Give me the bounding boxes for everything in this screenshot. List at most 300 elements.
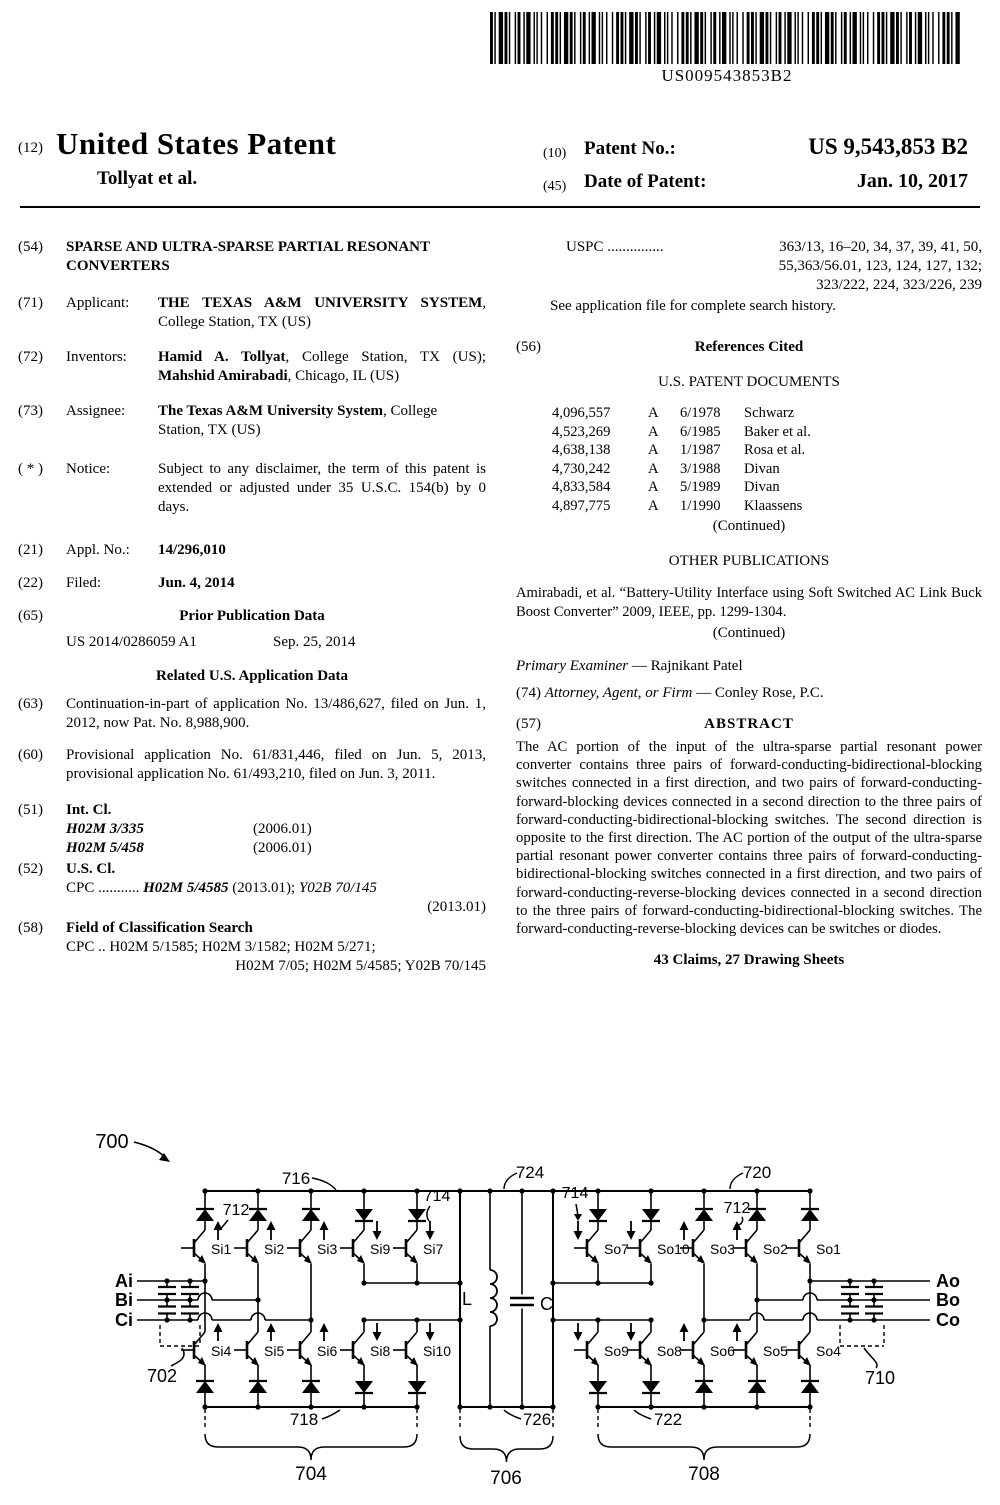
transistor-emitter-arrow — [304, 1357, 312, 1366]
diode-icon — [589, 1381, 607, 1393]
refs-tag: (56) — [516, 339, 541, 355]
direction-arrow — [574, 1231, 583, 1240]
related-63-text: Continuation-in-part of application No. 13/486,627, filed on Jun. 1, 2012, now Pat. No. 8,988,900. — [66, 696, 486, 731]
barcode-bar — [795, 12, 796, 64]
references-heading-row — [516, 338, 982, 357]
transistor-emitter-arrow — [251, 1255, 259, 1264]
cite-date: 6/1985 — [680, 423, 721, 440]
abstract-heading: ABSTRACT — [704, 716, 794, 732]
intcl-section — [18, 801, 486, 858]
barcode-bar — [850, 12, 851, 64]
claims-line: 43 Claims, 27 Drawing Sheets — [653, 952, 845, 969]
transistor-emitter-arrow — [357, 1357, 365, 1366]
assignee-tag: (73) — [18, 403, 43, 419]
barcode-bar — [925, 12, 926, 64]
uspc-vals: 363/13, 16–20, 34, 37, 39, 41, 50, — [779, 239, 982, 255]
wire — [194, 1230, 205, 1243]
diode-icon — [355, 1381, 373, 1393]
junction-dot — [187, 1317, 192, 1322]
figure-label: 704 — [295, 1464, 327, 1485]
figure-label: 706 — [490, 1468, 522, 1489]
input-terminal: Ci — [115, 1310, 133, 1330]
barcode-bar — [932, 12, 933, 64]
direction-arrow — [680, 1323, 689, 1332]
barcode-bar — [915, 12, 916, 64]
junction-dot — [487, 1188, 492, 1193]
examiner-line — [516, 657, 982, 676]
notice-tag: ( * ) — [18, 461, 43, 477]
barcode-bar — [863, 12, 864, 64]
switch-label: Si7 — [423, 1241, 444, 1257]
barcode-bar — [816, 12, 819, 64]
switch-label: Si3 — [317, 1241, 338, 1257]
wire — [247, 1230, 258, 1243]
barcode-bar — [719, 12, 720, 64]
transistor-emitter-arrow — [697, 1255, 705, 1264]
junction-dot — [187, 1278, 192, 1283]
junction-dot — [187, 1297, 192, 1302]
transistor-emitter-arrow — [644, 1255, 652, 1264]
barcode-bar — [616, 12, 619, 64]
barcode-bar — [831, 12, 834, 64]
wire — [406, 1230, 417, 1243]
assignee-name: The Texas A&M University System — [158, 403, 383, 419]
cite-date: 3/1988 — [680, 460, 721, 477]
diode-icon — [196, 1381, 214, 1393]
diode-icon — [302, 1209, 320, 1221]
table-row — [552, 460, 982, 479]
switch-label: So8 — [657, 1343, 682, 1359]
prior-pub-data-row — [18, 633, 486, 652]
other-pub-text: Amirabadi, et al. “Battery-Utility Interface using Soft Switched AC Link Buck Boost Converter” 2009, IEEE, pp. 1299-1304. — [516, 585, 982, 620]
wire — [300, 1332, 311, 1345]
direction-arrow — [267, 1221, 276, 1230]
abstract-text: The AC portion of the input of the ultra-sparse partial resonant power converter contains three pairs of forward-conducting-bidirectional-blocking switches connected in a first direction, and two pairs of forward-conducting-forward-blocking devices connected in a second direction to the three pairs of forward-conducting-bidirectional-blocking switches. The second direction is opposite to the first direction. The AC portion of the output of the ultra-sparse partial resonant power converter contains three pairs of forward-conducting-bidirectional-blocking switches connected in a first direction, and two pairs of forward-conducting-reverse-blocking devices connected in a second direction to the three pairs of forward-conducting-bidirectional-blocking switches. The forward-conducting-reverse-blocking devices can be switches or diodes. — [516, 739, 982, 938]
junction-dot — [807, 1404, 812, 1409]
barcode-bar — [729, 12, 730, 64]
figure-label: 718 — [289, 1410, 319, 1429]
transistor-emitter-arrow — [750, 1255, 758, 1264]
figure-label: 720 — [742, 1163, 772, 1182]
barcode-bar — [494, 12, 495, 64]
junction-dot — [701, 1404, 706, 1409]
spacer — [18, 633, 66, 652]
continued-note-2: (Continued) — [712, 625, 786, 641]
field-heading: Field of Classification Search — [66, 920, 253, 936]
barcode-bar — [639, 12, 640, 64]
barcode-bar — [589, 12, 590, 64]
junction-dot — [701, 1317, 706, 1322]
switch-label: So4 — [816, 1343, 841, 1359]
cite-name: Schwarz — [744, 405, 795, 421]
cite-name: Rosa et al. — [744, 442, 806, 458]
barcode-bar — [918, 12, 922, 64]
junction-dot — [457, 1404, 462, 1409]
diode-icon — [748, 1381, 766, 1393]
cite-kind: A — [648, 405, 659, 421]
transistor-emitter-arrow — [591, 1357, 599, 1366]
uscl-section — [18, 860, 486, 917]
other-pubs-heading: OTHER PUBLICATIONS — [668, 553, 830, 569]
junction-dot — [164, 1278, 169, 1283]
field-tag: (58) — [18, 920, 43, 936]
wire-path — [739, 1217, 743, 1225]
examiner-label: Primary Examiner — [516, 658, 629, 674]
related-60-tag: (60) — [18, 747, 43, 763]
wire-path — [490, 1270, 497, 1326]
barcode-bar — [681, 12, 684, 64]
transistor-emitter-arrow — [697, 1357, 705, 1366]
intcl-heading: Int. Cl. — [66, 802, 112, 818]
barcode-bar — [742, 12, 743, 64]
figure-label: 700 — [95, 1131, 129, 1153]
figure-label: 724 — [515, 1163, 545, 1182]
us-docs-heading: U.S. PATENT DOCUMENTS — [658, 374, 840, 390]
barcode-bar — [928, 12, 929, 64]
diode-icon — [408, 1381, 426, 1393]
assignee-label: Assignee: — [66, 403, 126, 419]
diode-icon — [642, 1381, 660, 1393]
related-heading: Related U.S. Application Data — [155, 668, 349, 684]
cite-kind: A — [648, 423, 659, 440]
barcode-bar — [938, 12, 939, 64]
figure-label: 712 — [222, 1202, 250, 1219]
barcode-bar — [694, 12, 698, 64]
inventor1-name: Hamid A. Tollyat — [158, 349, 286, 365]
applicant-name: THE TEXAS A&M UNIVERSITY SYSTEM — [158, 295, 483, 311]
barcode-bar — [755, 12, 756, 64]
appl-no-section — [18, 541, 486, 560]
barcode-bar — [737, 12, 738, 64]
transistor-emitter-arrow — [198, 1357, 206, 1366]
barcode-bar — [629, 12, 633, 64]
direction-arrow — [373, 1231, 382, 1240]
intcl-ver2: (2006.01) — [253, 840, 312, 856]
cite-name: Klaassens — [744, 497, 803, 514]
diode-icon — [801, 1381, 819, 1393]
figure-label: 726 — [522, 1410, 552, 1429]
examiner-name: — Rajnikant Patel — [628, 658, 743, 674]
barcode-bar — [560, 12, 561, 64]
patent-no-tag: (10) — [543, 146, 567, 161]
intcl-ver1: (2006.01) — [253, 821, 312, 837]
field-content — [66, 919, 486, 976]
barcode-bar — [523, 12, 524, 64]
barcode-bar — [547, 12, 548, 64]
input-terminal: Bi — [115, 1290, 133, 1310]
barcode-bar — [667, 12, 668, 64]
junction-dot — [807, 1278, 812, 1283]
wire-path — [598, 1434, 810, 1460]
transistor-emitter-arrow — [410, 1255, 418, 1264]
barcode-bar — [592, 12, 596, 64]
switch-label: So10 — [657, 1241, 690, 1257]
barcode-bar — [645, 12, 646, 64]
cite-kind: A — [648, 497, 659, 514]
wire-path — [460, 1436, 553, 1462]
barcode-bar — [896, 12, 899, 64]
switch-label: Si5 — [264, 1343, 285, 1359]
barcode-bar — [606, 12, 607, 64]
figure-label: 714 — [561, 1185, 589, 1202]
applicant-value — [158, 294, 486, 332]
barcode-bar — [808, 12, 809, 64]
attorney-label: Attorney, Agent, or Firm — [544, 685, 693, 701]
uscl-cpc-line — [66, 879, 486, 898]
direction-arrow — [426, 1332, 435, 1341]
header-divider — [20, 206, 980, 208]
junction-dot — [519, 1188, 524, 1193]
cite-number: 4,897,775 — [552, 497, 611, 514]
cite-date: 1/1990 — [680, 497, 721, 514]
junction-dot — [414, 1280, 419, 1285]
diode-icon — [748, 1209, 766, 1221]
assignee-value — [158, 402, 486, 440]
barcode-bar — [821, 12, 822, 64]
intcl-code1: H02M 3/335 — [66, 821, 144, 837]
barcode-bar — [867, 12, 868, 64]
barcode-bar — [536, 12, 537, 64]
cite-number: 4,096,557 — [552, 405, 611, 421]
applicant-section — [18, 294, 486, 332]
barcode-bar — [654, 12, 655, 64]
barcode-bar — [732, 12, 733, 64]
junction-dot — [595, 1280, 600, 1285]
refs-heading: References Cited — [694, 339, 804, 355]
wire-path — [134, 1142, 166, 1158]
inventors-value — [158, 348, 486, 386]
barcode-bar — [722, 12, 726, 64]
barcode-image — [488, 12, 966, 64]
direction-arrow — [320, 1221, 329, 1230]
cite-date: 1/1987 — [680, 442, 721, 458]
barcode-bar — [612, 12, 613, 64]
barcode-bar — [947, 12, 950, 64]
barcode-bar — [690, 12, 691, 64]
switch-label: Si4 — [211, 1343, 232, 1359]
junction-dot — [648, 1317, 653, 1322]
inventor1-address: , College Station, TX (US); — [285, 349, 486, 365]
figure-label: 710 — [864, 1368, 896, 1388]
transistor-emitter-arrow — [750, 1357, 758, 1366]
wire-path — [634, 1410, 651, 1419]
continued-note-1: (Continued) — [712, 518, 786, 534]
notice-label: Notice: — [66, 461, 111, 477]
barcode-bar — [766, 12, 769, 64]
junction-dot — [164, 1297, 169, 1302]
wire-path — [322, 1410, 340, 1419]
transistor-emitter-arrow — [410, 1357, 418, 1366]
barcode-bar — [551, 12, 554, 64]
barcode-bar — [751, 12, 754, 64]
barcode-bar — [779, 12, 782, 64]
wire — [247, 1332, 258, 1345]
intcl-row1 — [66, 820, 486, 839]
cite-name: Divan — [744, 479, 780, 495]
junction-dot — [414, 1404, 419, 1409]
date-value: Jan. 10, 2017 — [856, 170, 968, 192]
notice-section — [18, 460, 486, 517]
barcode-bar — [499, 12, 503, 64]
uscl-code1: H02M 5/4585 — [143, 880, 229, 896]
attorney-line — [516, 684, 982, 703]
title-section — [18, 238, 486, 276]
uspc-line3: 323/222, 224, 323/226, 239 — [816, 277, 982, 293]
diode-icon — [249, 1381, 267, 1393]
barcode-bar — [812, 12, 815, 64]
wire — [353, 1332, 364, 1345]
barcode-bar — [747, 12, 750, 64]
barcode-bar — [797, 12, 798, 64]
barcode-bar — [710, 12, 711, 64]
wire — [640, 1230, 651, 1243]
related-63-tag: (63) — [18, 696, 43, 712]
barcode-bar — [951, 12, 952, 64]
switch-label: Si2 — [264, 1241, 285, 1257]
junction-dot — [202, 1404, 207, 1409]
diode-icon — [302, 1381, 320, 1393]
wire — [746, 1230, 757, 1243]
barcode-bar — [505, 12, 508, 64]
barcode-bar — [909, 12, 912, 64]
switch-label: So3 — [710, 1241, 735, 1257]
title-tag: (54) — [18, 239, 43, 255]
wire-path — [864, 1348, 877, 1368]
junction-dot — [487, 1404, 492, 1409]
junction-dot — [164, 1317, 169, 1322]
inductor-label: L — [461, 1289, 472, 1309]
filed-label: Filed: — [66, 575, 102, 591]
junction-dot — [595, 1404, 600, 1409]
applicant-label: Applicant: — [66, 295, 130, 311]
barcode-bar — [853, 12, 857, 64]
junction-dot — [871, 1297, 876, 1302]
barcode-bar — [784, 12, 785, 64]
barcode-bar — [657, 12, 661, 64]
wire — [300, 1230, 311, 1243]
switch-label: Si9 — [370, 1241, 391, 1257]
uscl-content — [66, 860, 486, 917]
junction-dot — [754, 1404, 759, 1409]
switch-label: Si8 — [370, 1343, 391, 1359]
field-line1: CPC .. H02M 5/1585; H02M 3/1582; H02M 5/271; — [66, 939, 376, 955]
transistor-emitter-arrow — [803, 1255, 811, 1264]
circuit-diagram — [0, 1118, 1000, 1500]
field-line2: H02M 7/05; H02M 5/4585; Y02B 70/145 — [235, 958, 486, 974]
barcode-bar — [518, 12, 521, 64]
capacitor-label: C — [540, 1294, 553, 1314]
barcode-bar — [534, 12, 535, 64]
junction-dot — [550, 1188, 555, 1193]
transistor-emitter-arrow — [591, 1255, 599, 1264]
wire — [693, 1230, 704, 1243]
attorney-name: — Conley Rose, P.C. — [692, 685, 824, 701]
abstract-heading-row — [516, 715, 982, 734]
intcl-code2: H02M 5/458 — [66, 840, 144, 856]
barcode-bar — [886, 12, 887, 64]
barcode-bar — [787, 12, 791, 64]
junction-dot — [847, 1317, 852, 1322]
prior-pub-date: Sep. 25, 2014 — [273, 634, 356, 650]
cite-name: Baker et al. — [744, 423, 811, 440]
filed-tag: (22) — [18, 575, 43, 591]
barcode-bar — [574, 12, 575, 64]
direction-arrow — [267, 1323, 276, 1332]
barcode-bar — [770, 12, 771, 64]
uscl-tag: (52) — [18, 861, 43, 877]
diode-icon — [801, 1209, 819, 1221]
barcode-bar — [873, 12, 874, 64]
junction-dot — [847, 1278, 852, 1283]
figure-1 — [0, 1118, 1000, 1500]
inventors-label: Inventors: — [66, 349, 127, 365]
diode-icon — [196, 1209, 214, 1221]
figure-label: 712 — [723, 1200, 751, 1217]
cite-kind: A — [648, 460, 659, 477]
barcode-bar — [877, 12, 880, 64]
barcode-bar — [906, 12, 907, 64]
see-file-note: See application file for complete search history. — [550, 298, 837, 314]
inventors-tag: (72) — [18, 349, 43, 365]
barcode-bar — [621, 12, 624, 64]
patent-citations-table — [552, 404, 982, 515]
prior-pub-tag: (65) — [18, 608, 43, 624]
figure-label: 716 — [281, 1169, 311, 1188]
switch-label: So9 — [604, 1343, 629, 1359]
uscl-line2: (2013.01) — [427, 899, 486, 915]
junction-dot — [361, 1317, 366, 1322]
applicant-address: , College Station, TX (US) — [158, 295, 486, 330]
transistor-emitter-arrow — [251, 1357, 259, 1366]
filed-value: Jun. 4, 2014 — [158, 575, 235, 591]
junction-dot — [871, 1278, 876, 1283]
wire — [746, 1332, 757, 1345]
cite-date: 6/1978 — [680, 405, 721, 421]
wire — [587, 1230, 598, 1243]
wire — [799, 1230, 810, 1243]
cite-number: 4,833,584 — [552, 479, 611, 495]
barcode-bar — [570, 12, 573, 64]
cite-number: 4,730,242 — [552, 460, 611, 477]
direction-arrow — [574, 1332, 583, 1341]
junction-dot — [255, 1297, 260, 1302]
junction-dot — [648, 1280, 653, 1285]
junction-dot — [519, 1404, 524, 1409]
barcode-bar — [705, 12, 706, 64]
barcode-bar — [509, 12, 510, 64]
wire — [587, 1332, 598, 1345]
barcode-bar — [583, 12, 586, 64]
junction-dot — [361, 1280, 366, 1285]
barcode-bar — [526, 12, 530, 64]
junction-dot — [202, 1278, 207, 1283]
transistor-emitter-arrow — [644, 1357, 652, 1366]
barcode-bar — [671, 12, 672, 64]
related-60-section — [18, 746, 486, 784]
cite-number: 4,638,138 — [552, 442, 611, 458]
date-tag: (45) — [543, 179, 567, 194]
output-terminal: Ao — [936, 1271, 960, 1291]
table-row — [552, 441, 982, 460]
diode-icon — [695, 1209, 713, 1221]
transistor-emitter-arrow — [357, 1255, 365, 1264]
wire — [353, 1230, 364, 1243]
related-heading-row — [18, 667, 486, 686]
right-column — [516, 238, 982, 970]
inventor2-address: , Chicago, IL (US) — [287, 368, 400, 384]
direction-arrow — [373, 1332, 382, 1341]
direction-arrow — [214, 1323, 223, 1332]
